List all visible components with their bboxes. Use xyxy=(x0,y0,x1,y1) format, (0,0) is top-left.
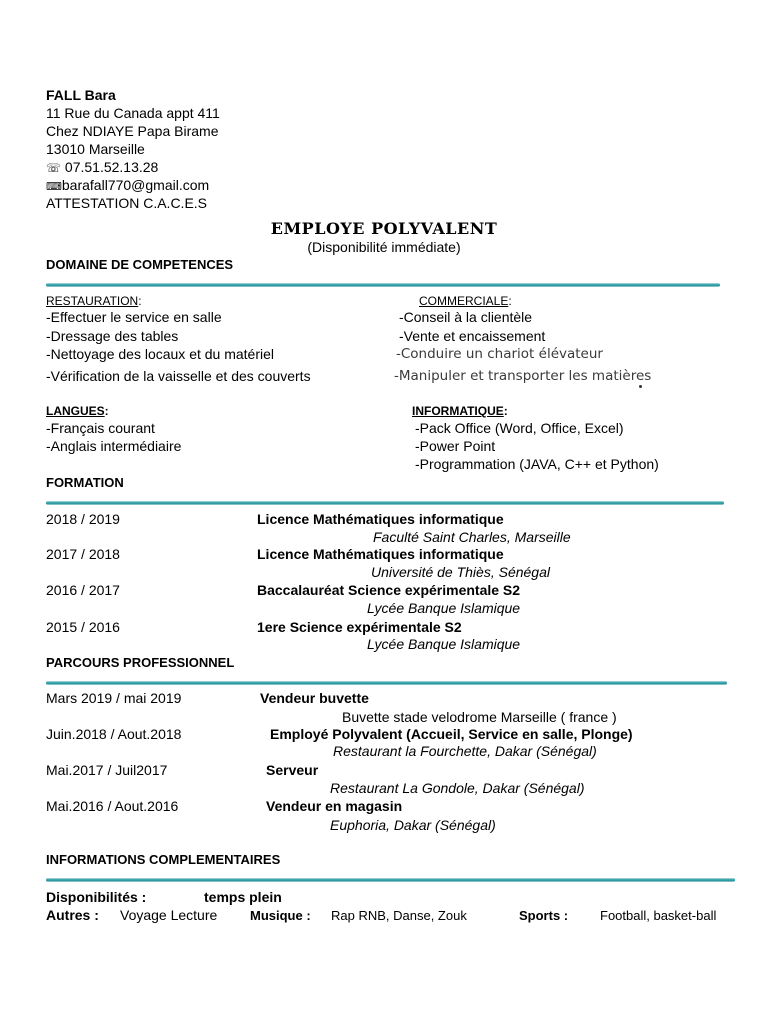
musique-label: Musique : xyxy=(250,908,311,923)
address-city: 13010 Marseille xyxy=(46,141,145,157)
formation-degree: Licence Mathématiques informatique xyxy=(257,546,504,562)
formation-school: Lycée Banque Islamique xyxy=(367,636,521,652)
address-line-2: Chez NDIAYE Papa Birame xyxy=(46,123,219,139)
dispo-value: temps plein xyxy=(204,889,282,905)
section-heading-infos: INFORMATIONS COMPLEMENTAIRES xyxy=(46,852,281,867)
list-item: -Pack Office (Word, Office, Excel) xyxy=(415,420,624,436)
formation-years: 2015 / 2016 xyxy=(46,619,120,635)
job-role: Serveur xyxy=(266,762,319,778)
telephone-icon: ☏ xyxy=(46,161,62,175)
autres-value: Voyage Lecture xyxy=(120,907,218,923)
job-place: Buvette stade velodrome Marseille ( france ) xyxy=(342,709,617,725)
formation-school: Lycée Banque Islamique xyxy=(367,600,521,616)
formation-years: 2016 / 2017 xyxy=(46,582,120,598)
list-item: -Power Point xyxy=(415,438,496,454)
list-item: -Anglais intermédiaire xyxy=(46,438,182,454)
job-dates: Mars 2019 / mai 2019 xyxy=(46,690,182,706)
formation-years: 2017 / 2018 xyxy=(46,546,120,562)
job-role: Employé Polyvalent (Accueil, Service en salle, Plonge) xyxy=(270,726,633,742)
phone-number: 07.51.52.13.28 xyxy=(64,159,159,175)
job-place: Restaurant la Fourchette, Dakar (Sénégal) xyxy=(333,743,597,759)
list-item: -Dressage des tables xyxy=(46,328,179,344)
address-line-1: 11 Rue du Canada appt 411 xyxy=(46,105,220,121)
formation-degree: 1ere Science expérimentale S2 xyxy=(257,619,462,635)
section-divider xyxy=(46,878,735,882)
page-title: EMPLOYE POLYVALENT xyxy=(270,219,498,238)
job-dates: Juin.2018 / Aout.2018 xyxy=(46,726,182,742)
stray-dot xyxy=(639,385,642,388)
list-item: -Conduire un chariot élévateur xyxy=(396,346,603,362)
musique-value: Rap RNB, Danse, Zouk xyxy=(331,908,467,923)
phone-line xyxy=(46,159,158,177)
sports-label: Sports : xyxy=(519,908,569,923)
job-dates: Mai.2016 / Aout.2016 xyxy=(46,798,179,814)
sports-value: Football, basket-ball xyxy=(600,908,717,923)
section-divider xyxy=(46,283,720,287)
list-item: -Effectuer le service en salle xyxy=(46,309,222,325)
autres-label: Autres : xyxy=(46,907,99,923)
formation-degree: Licence Mathématiques informatique xyxy=(257,511,504,527)
formation-school: Faculté Saint Charles, Marseille xyxy=(373,529,571,545)
section-divider xyxy=(46,501,724,505)
informatique-label: INFORMATIQUE: xyxy=(412,404,508,418)
email-address: barafall770@gmail.com xyxy=(61,177,210,193)
section-heading-parcours: PARCOURS PROFESSIONNEL xyxy=(46,655,235,670)
list-item: -Manipuler et transporter les matières xyxy=(394,368,652,384)
list-item: -Vérification de la vaisselle et des couverts xyxy=(46,368,311,384)
restauration-label: RESTAURATION: xyxy=(46,294,142,308)
formation-degree: Baccalauréat Science expérimentale S2 xyxy=(257,582,521,598)
list-item: -Nettoyage des locaux et du matériel xyxy=(46,346,275,362)
langues-label: LANGUES: xyxy=(46,404,109,418)
job-role: Vendeur en magasin xyxy=(266,798,403,814)
page-subtitle: (Disponibilité immédiate) xyxy=(307,239,461,255)
email-line xyxy=(46,177,209,196)
list-item: -Conseil à la clientèle xyxy=(399,309,533,325)
job-place: Restaurant La Gondole, Dakar (Sénégal) xyxy=(330,780,585,796)
section-heading-competences: DOMAINE DE COMPETENCES xyxy=(46,257,234,272)
dispo-label: Disponibilités : xyxy=(46,889,147,905)
formation-school: Université de Thiès, Sénégal xyxy=(371,564,550,580)
list-item: -Français courant xyxy=(46,420,155,436)
formation-years: 2018 / 2019 xyxy=(46,511,120,527)
commerciale-label: COMMERCIALE: xyxy=(419,294,512,308)
job-place: Euphoria, Dakar (Sénégal) xyxy=(330,817,496,833)
section-heading-formation: FORMATION xyxy=(46,475,124,490)
section-divider xyxy=(46,681,727,685)
list-item: -Vente et encaissement xyxy=(399,328,546,344)
candidate-name: FALL Bara xyxy=(46,87,116,103)
keyboard-icon: ⌨ xyxy=(46,181,62,193)
job-dates: Mai.2017 / Juil2017 xyxy=(46,762,168,778)
job-role: Vendeur buvette xyxy=(260,690,369,706)
list-item: -Programmation (JAVA, C++ et Python) xyxy=(415,456,659,472)
attestation: ATTESTATION C.A.C.E.S xyxy=(46,195,208,211)
